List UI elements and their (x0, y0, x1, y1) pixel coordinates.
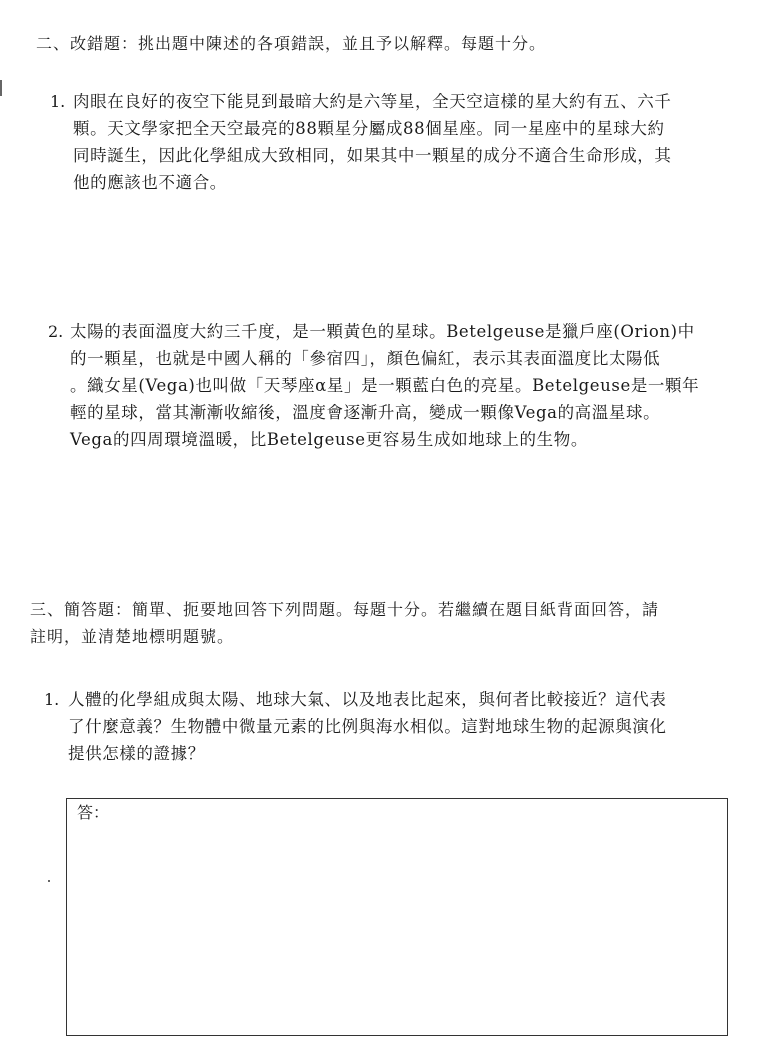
question-line: 太陽的表面溫度大約三千度，是一顆黃色的星球。Betelgeuse是獵戶座(Orion)中 (70, 322, 695, 341)
question-text (68, 686, 667, 767)
question-line: 顆。天文學家把全天空最亮的88顆星分屬成88個星座。同一星座中的星球大約 (73, 119, 665, 138)
question-text (73, 88, 672, 196)
question-line: 。織女星(Vega)也叫做「天琴座α星」是一顆藍白色的亮星。Betelgeuse是一顆年 (70, 376, 700, 395)
question-number: 1. (44, 690, 60, 709)
question-line: 輕的星球，當其漸漸收縮後，溫度會逐漸升高，變成一顆像Vega的高溫星球。 (70, 403, 661, 422)
question-line: 肉眼在良好的夜空下能見到最暗大約是六等星，全天空這樣的星大約有五、六千 (73, 92, 672, 111)
section-3-heading (30, 596, 659, 650)
section-heading-line: 註明，並清楚地標明題號。 (30, 627, 235, 646)
question-line: Vega的四周環境溫暖，比Betelgeuse更容易生成如地球上的生物。 (70, 430, 588, 449)
section-heading-line: 三、簡答題：簡單、扼要地回答下列問題。每題十分。若繼續在題目紙背面回答，請 (30, 600, 660, 619)
question-line: 的一顆星，也就是中國人稱的「參宿四」，顏色偏紅，表示其表面溫度比太陽低 (70, 349, 661, 368)
question-line: 同時誕生，因此化學組成大致相同，如果其中一顆星的成分不適合生命形成，其 (73, 146, 672, 165)
question-number: 1. (50, 92, 66, 111)
scan-margin-mark (0, 80, 2, 96)
question-text (70, 318, 699, 453)
question-line: 他的應該也不適合。 (73, 173, 227, 192)
question-line: 了什麼意義？生物體中微量元素的比例與海水相似。這對地球生物的起源與演化 (68, 717, 667, 736)
section-2-heading: 二、改錯題：挑出題中陳述的各項錯誤，並且予以解釋。每題十分。 (36, 34, 547, 53)
question-line: 人體的化學組成與太陽、地球大氣、以及地表比起來，與何者比較接近？這代表 (68, 690, 667, 709)
answer-box[interactable] (66, 798, 728, 1036)
scan-dot (48, 880, 50, 882)
question-line: 提供怎樣的證據？ (68, 744, 205, 763)
answer-label: 答： (77, 803, 110, 822)
question-number: 2. (48, 322, 64, 341)
